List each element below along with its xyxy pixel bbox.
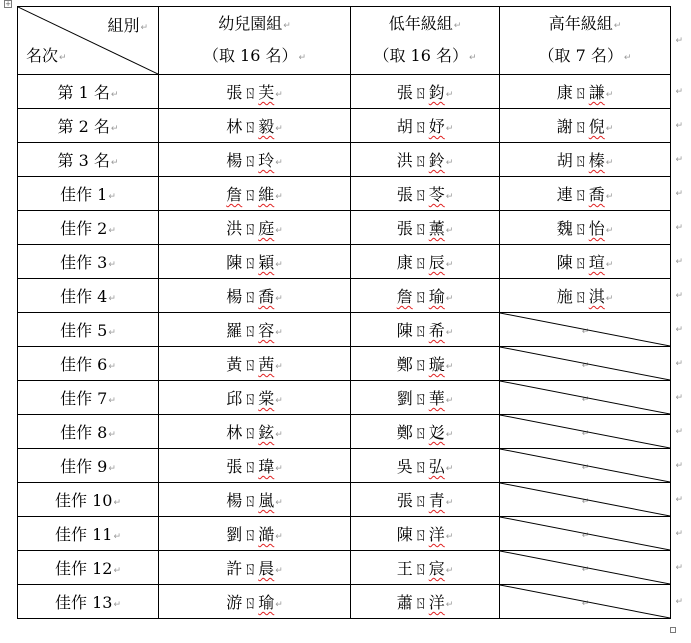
rank-label: 佳作 13	[55, 593, 113, 612]
table-resize-handle[interactable]	[670, 627, 676, 633]
group-quota: （取 16 名）	[202, 45, 298, 65]
upper-cell	[500, 109, 683, 143]
row-end-marker: ↵	[675, 494, 683, 505]
winner-name: 邱ㄖ棠	[226, 389, 275, 408]
row-end-marker: ↵	[675, 358, 683, 369]
cell-end-marker: ↵	[275, 532, 283, 542]
kinder-cell	[159, 245, 351, 279]
upper-cell	[500, 75, 683, 109]
group-header-lower: 低年級組↵ （取 16 名）↵	[351, 7, 500, 75]
cell-end-marker: ↵	[445, 226, 454, 236]
upper-cell	[500, 279, 683, 313]
rank-label: 佳作 1	[60, 185, 108, 204]
winner-name: 胡ㄖ榛	[556, 151, 605, 170]
rank-label: 佳作 7	[60, 389, 108, 408]
kinder-cell	[159, 143, 351, 177]
rank-cell	[18, 415, 159, 449]
cell-end-marker: ↵	[605, 124, 614, 134]
lower-cell	[351, 211, 500, 245]
cell-end-marker: ↵	[581, 395, 590, 405]
lower-cell	[351, 75, 500, 109]
rank-label: 佳作 10	[55, 491, 113, 510]
cell-end-marker: ↵	[581, 463, 590, 473]
upper-cell	[500, 177, 683, 211]
kinder-cell	[159, 75, 351, 109]
rank-label: 佳作 6	[60, 355, 108, 374]
kinder-cell	[159, 381, 351, 415]
empty-cell-slash	[500, 449, 670, 482]
winner-name: 許ㄖ晨	[226, 559, 275, 578]
empty-cell-slash	[500, 381, 670, 414]
winner-name: 楊ㄖ喬	[226, 287, 275, 306]
kinder-cell	[159, 279, 351, 313]
rank-cell	[18, 143, 159, 177]
empty-cell-slash	[500, 517, 670, 550]
lower-cell	[351, 109, 500, 143]
rank-label: 佳作 5	[60, 321, 108, 340]
kinder-cell	[159, 585, 351, 619]
winner-name: 林ㄖ毅	[226, 117, 275, 136]
winner-name: 張ㄖ薰	[396, 219, 445, 238]
rank-label: 第 1 名	[57, 83, 110, 102]
winner-name: 連ㄖ喬	[556, 185, 605, 204]
cell-end-marker: ↵	[581, 361, 590, 371]
cell-end-marker: ↵	[275, 430, 283, 440]
cell-end-marker: ↵	[275, 396, 283, 406]
table-row	[18, 109, 671, 143]
cell-end-marker: ↵	[605, 192, 614, 202]
kinder-cell	[159, 347, 351, 381]
cell-end-marker: ↵	[445, 464, 454, 474]
cell-end-marker: ↵	[275, 158, 283, 168]
cell-end-marker: ↵	[605, 158, 614, 168]
cell-end-marker: ↵	[108, 464, 116, 474]
lower-cell	[351, 347, 500, 381]
winner-name: 張ㄖ青	[396, 491, 445, 510]
cell-end-marker: ↵	[113, 566, 121, 576]
winner-name: 謝ㄖ倪	[556, 117, 605, 136]
table-row	[18, 143, 671, 177]
cell-end-marker: ↵	[275, 90, 283, 100]
lower-cell	[351, 245, 500, 279]
lower-cell	[351, 517, 500, 551]
rank-label: 佳作 9	[60, 457, 108, 476]
row-end-marker: ↵	[675, 154, 683, 165]
winner-name: 康ㄖ辰	[396, 253, 445, 272]
rank-label: 佳作 4	[60, 287, 108, 306]
row-end-marker: ↵	[675, 188, 683, 199]
corner-group-label: 組別	[107, 16, 140, 35]
lower-cell	[351, 585, 500, 619]
cell-end-marker: ↵	[445, 362, 454, 372]
cell-end-marker: ↵	[113, 532, 121, 542]
winner-name: 劉ㄖ澔	[226, 525, 275, 544]
rank-cell	[18, 279, 159, 313]
lower-cell	[351, 143, 500, 177]
row-end-marker: ↵	[675, 392, 683, 403]
empty-cell-slash	[500, 347, 670, 380]
rank-cell	[18, 347, 159, 381]
winner-name: 洪ㄖ庭	[226, 219, 275, 238]
rank-label: 佳作 11	[55, 525, 113, 544]
cell-end-marker: ↵	[445, 600, 454, 610]
cell-end-marker: ↵	[108, 192, 116, 202]
rank-cell	[18, 75, 159, 109]
winner-name: 王ㄖ宸	[396, 559, 445, 578]
kinder-cell	[159, 415, 351, 449]
table-move-handle[interactable]: +	[5, 0, 11, 8]
rank-cell	[18, 245, 159, 279]
cell-end-marker: ↵	[110, 158, 119, 168]
cell-end-marker: ↵	[108, 260, 116, 270]
group-header-upper: 高年級組↵ （取 7 名）↵ ↵	[500, 7, 671, 75]
empty-slashed-cell	[500, 585, 683, 619]
winner-name: 陳ㄖ希	[396, 321, 445, 340]
empty-slashed-cell	[500, 483, 683, 517]
cell-end-marker: ↵	[581, 599, 590, 609]
cell-end-marker: ↵	[445, 498, 454, 508]
cell-end-marker: ↵	[605, 90, 614, 100]
cell-end-marker: ↵	[275, 362, 283, 372]
group-quota: （取 7 名）	[538, 45, 623, 65]
table-row	[18, 245, 671, 279]
row-end-marker: ↵	[675, 562, 683, 573]
winner-name: 楊ㄖ玲	[226, 151, 275, 170]
row-end-marker: ↵	[675, 460, 683, 471]
results-table-body	[18, 7, 683, 619]
cell-end-marker: ↵	[605, 226, 614, 236]
rank-label: 佳作 3	[60, 253, 108, 272]
rank-cell	[18, 177, 159, 211]
header-row	[18, 7, 671, 75]
row-end-marker: ↵	[675, 256, 683, 267]
winner-name: 康ㄖ謙	[556, 83, 605, 102]
cell-end-marker: ↵	[445, 260, 454, 270]
cell-end-marker: ↵	[275, 124, 283, 134]
winner-name: 陳ㄖ洋	[396, 525, 445, 544]
rank-cell	[18, 585, 159, 619]
rank-cell	[18, 517, 159, 551]
table-row	[18, 313, 671, 347]
cell-end-marker: ↵	[445, 124, 454, 134]
corner-header-cell: 組別↵ 名次↵	[18, 7, 159, 75]
winner-name: 鄭ㄖ彣	[396, 423, 445, 442]
row-end-marker: ↵	[675, 86, 683, 97]
cell-end-marker: ↵	[110, 90, 119, 100]
rank-label: 第 2 名	[57, 117, 110, 136]
rank-label: 佳作 12	[55, 559, 113, 578]
cell-end-marker: ↵	[581, 565, 590, 575]
lower-cell	[351, 313, 500, 347]
winner-name: 張ㄖ芙	[226, 83, 275, 102]
table-row	[18, 177, 671, 211]
cell-end-marker: ↵	[581, 531, 590, 541]
empty-slashed-cell	[500, 517, 683, 551]
kinder-cell	[159, 313, 351, 347]
cell-end-marker: ↵	[445, 192, 454, 202]
cell-end-marker: ↵	[445, 532, 454, 542]
winner-name: 游ㄖ瑜	[226, 593, 275, 612]
rank-cell	[18, 313, 159, 347]
kinder-cell	[159, 449, 351, 483]
table-row	[18, 585, 671, 619]
table-row	[18, 347, 671, 381]
empty-slashed-cell	[500, 449, 683, 483]
kinder-cell	[159, 517, 351, 551]
rank-cell	[18, 551, 159, 585]
winner-name: 張ㄖ苓	[396, 185, 445, 204]
group-header-kinder: 幼兒園組↵ （取 16 名）↵	[159, 7, 351, 75]
cell-end-marker: ↵	[445, 396, 454, 406]
cell-end-marker: ↵	[581, 429, 590, 439]
corner-rank-label: 名次	[26, 46, 59, 65]
empty-slashed-cell	[500, 313, 683, 347]
rank-cell	[18, 211, 159, 245]
empty-slashed-cell	[500, 347, 683, 381]
winner-name: 陳ㄖ穎	[226, 253, 275, 272]
winner-name: 鄭ㄖ璇	[396, 355, 445, 374]
empty-cell-slash	[500, 483, 670, 516]
empty-cell-slash	[500, 551, 670, 584]
cell-end-marker: ↵	[581, 497, 590, 507]
cell-end-marker: ↵	[275, 464, 283, 474]
table-row	[18, 483, 671, 517]
table-row	[18, 279, 671, 313]
winner-name: 詹ㄖ維	[226, 185, 275, 204]
group-name: 低年級組	[388, 13, 453, 33]
cell-end-marker: ↵	[275, 260, 283, 270]
empty-slashed-cell	[500, 415, 683, 449]
cell-end-marker: ↵	[108, 294, 116, 304]
empty-slashed-cell	[500, 551, 683, 585]
lower-cell	[351, 177, 500, 211]
cell-end-marker: ↵	[275, 192, 283, 202]
cell-end-marker: ↵	[445, 90, 454, 100]
lower-cell	[351, 449, 500, 483]
winner-name: 洪ㄖ鈴	[396, 151, 445, 170]
cell-end-marker: ↵	[108, 362, 116, 372]
lower-cell	[351, 551, 500, 585]
cell-end-marker: ↵	[605, 260, 614, 270]
cell-end-marker: ↵	[445, 158, 454, 168]
row-end-marker: ↵	[675, 222, 683, 233]
winner-name: 羅ㄖ容	[226, 321, 275, 340]
rank-cell	[18, 109, 159, 143]
cell-end-marker: ↵	[275, 566, 283, 576]
kinder-cell	[159, 483, 351, 517]
cell-end-marker: ↵	[275, 294, 283, 304]
cell-end-marker: ↵	[108, 226, 116, 236]
row-end-marker: ↵	[675, 426, 683, 437]
winner-name: 吳ㄖ弘	[396, 457, 445, 476]
cell-end-marker: ↵	[445, 566, 454, 576]
results-table	[17, 6, 683, 619]
row-end-marker: ↵	[675, 324, 683, 335]
empty-cell-slash	[500, 585, 670, 618]
winner-name: 陳ㄖ瑄	[556, 253, 605, 272]
winner-name: 林ㄖ鉉	[226, 423, 275, 442]
cell-end-marker: ↵	[108, 328, 116, 338]
cell-end-marker: ↵	[108, 396, 116, 406]
lower-cell	[351, 381, 500, 415]
kinder-cell	[159, 211, 351, 245]
winner-name: 張ㄖ瑋	[226, 457, 275, 476]
rank-cell	[18, 381, 159, 415]
winner-name: 詹ㄖ瑜	[396, 287, 445, 306]
lower-cell	[351, 483, 500, 517]
cell-end-marker: ↵	[275, 328, 283, 338]
rank-label: 第 3 名	[57, 151, 110, 170]
row-end-marker: ↵	[675, 290, 683, 301]
upper-cell	[500, 143, 683, 177]
row-end-marker: ↵	[675, 596, 683, 607]
kinder-cell	[159, 551, 351, 585]
table-row	[18, 551, 671, 585]
cell-end-marker: ↵	[445, 328, 454, 338]
winner-name: 胡ㄖ妤	[396, 117, 445, 136]
upper-cell	[500, 211, 683, 245]
winner-name: 楊ㄖ嵐	[226, 491, 275, 510]
table-row	[18, 75, 671, 109]
cell-end-marker: ↵	[445, 430, 454, 440]
cell-end-marker: ↵	[605, 294, 614, 304]
winner-name: 劉ㄖ華	[396, 389, 445, 408]
cell-end-marker: ↵	[275, 600, 283, 610]
empty-slashed-cell	[500, 381, 683, 415]
rank-label: 佳作 8	[60, 423, 108, 442]
rank-label: 佳作 2	[60, 219, 108, 238]
group-name: 幼兒園組	[218, 13, 283, 33]
table-row	[18, 381, 671, 415]
rank-cell	[18, 483, 159, 517]
kinder-cell	[159, 177, 351, 211]
row-end-marker: ↵	[675, 35, 683, 46]
cell-end-marker: ↵	[108, 430, 116, 440]
rank-cell	[18, 449, 159, 483]
lower-cell	[351, 279, 500, 313]
winner-name: 魏ㄖ怡	[556, 219, 605, 238]
winner-name: 施ㄖ淇	[556, 287, 605, 306]
cell-end-marker: ↵	[113, 600, 121, 610]
group-name: 高年級組	[548, 13, 613, 33]
cell-end-marker: ↵	[275, 498, 283, 508]
table-row	[18, 517, 671, 551]
winner-name: 蕭ㄖ洋	[396, 593, 445, 612]
winner-name: 張ㄖ鈞	[396, 83, 445, 102]
cell-end-marker: ↵	[581, 327, 590, 337]
cell-end-marker: ↵	[275, 226, 283, 236]
group-quota: （取 16 名）	[373, 45, 468, 65]
cell-end-marker: ↵	[445, 294, 454, 304]
row-end-marker: ↵	[675, 120, 683, 131]
upper-cell	[500, 245, 683, 279]
row-end-marker: ↵	[675, 528, 683, 539]
winner-name: 黃ㄖ茜	[226, 355, 275, 374]
cell-end-marker: ↵	[113, 498, 121, 508]
lower-cell	[351, 415, 500, 449]
table-row	[18, 415, 671, 449]
empty-cell-slash	[500, 313, 670, 346]
empty-cell-slash	[500, 415, 670, 448]
cell-end-marker: ↵	[110, 124, 119, 134]
table-row	[18, 211, 671, 245]
table-row	[18, 449, 671, 483]
kinder-cell	[159, 109, 351, 143]
